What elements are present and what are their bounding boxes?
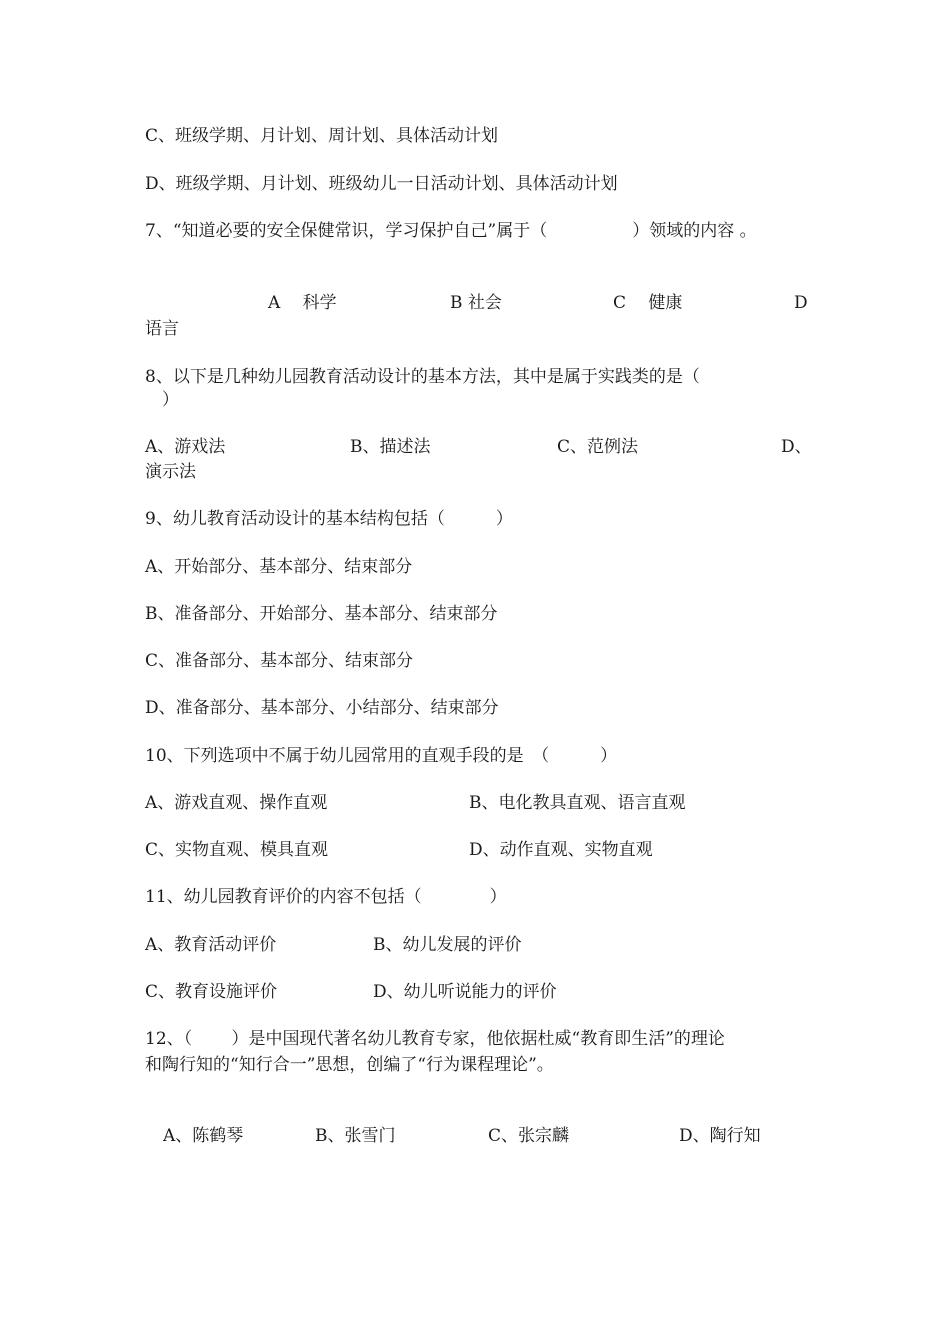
q7-option-c: C 健康 xyxy=(613,293,683,313)
q10-option-a: A、游戏直观、操作直观 xyxy=(145,793,328,813)
q7-option-d-text: 语言 xyxy=(145,319,179,339)
q9-option-c: C、准备部分、基本部分、结束部分 xyxy=(145,651,414,671)
q10-stem: 10、下列选项中不属于幼儿园常用的直观手段的是 （ ） xyxy=(145,746,618,766)
q11-stem: 11、幼儿园教育评价的内容不包括（ ） xyxy=(145,887,507,907)
q8-stem-line2: ） xyxy=(145,390,179,410)
q7-option-d-letter: D xyxy=(794,293,808,313)
q11-option-b: B、幼儿发展的评价 xyxy=(373,935,522,955)
q9-option-d: D、准备部分、基本部分、小结部分、结束部分 xyxy=(145,698,499,718)
q9-option-a: A、开始部分、基本部分、结束部分 xyxy=(145,557,413,577)
q10-option-c: C、实物直观、模具直观 xyxy=(145,840,329,860)
q7-option-b: B 社会 xyxy=(450,293,502,313)
q8-option-d-text: 演示法 xyxy=(145,462,196,482)
q12-option-b: B、张雪门 xyxy=(315,1126,396,1146)
q6-option-d: D、班级学期、月计划、班级幼儿一日活动计划、具体活动计划 xyxy=(145,174,618,194)
q8-option-a: A、游戏法 xyxy=(145,437,226,457)
q8-option-c: C、范例法 xyxy=(557,437,639,457)
q12-stem-line2: 和陶行知的“知行合一”思想，创编了“行为课程理论”。 xyxy=(145,1055,554,1075)
q7-option-a: A 科学 xyxy=(268,293,337,313)
q10-option-d: D、动作直观、实物直观 xyxy=(469,840,653,860)
q6-option-c: C、班级学期、月计划、周计划、具体活动计划 xyxy=(145,126,499,146)
q12-option-a: A、陈鹤琴 xyxy=(163,1126,244,1146)
q10-option-b: B、电化教具直观、语言直观 xyxy=(469,793,686,813)
q8-option-b: B、描述法 xyxy=(350,437,431,457)
q12-stem-line1: 12、（ ）是中国现代著名幼儿教育专家，他依据杜威“教育即生活”的理论 xyxy=(145,1029,725,1049)
q11-option-d: D、幼儿听说能力的评价 xyxy=(373,982,557,1002)
q12-option-d: D、陶行知 xyxy=(679,1126,761,1146)
q9-stem: 9、幼儿教育活动设计的基本结构包括（ ） xyxy=(145,509,513,529)
q7-stem: 7、“知道必要的安全保健常识，学习保护自己”属于（ ）领域的内容 。 xyxy=(145,221,757,241)
q9-option-b: B、准备部分、开始部分、基本部分、结束部分 xyxy=(145,604,498,624)
q8-stem-line1: 8、以下是几种幼儿园教育活动设计的基本方法，其中是属于实践类的是（ xyxy=(145,367,700,387)
q8-option-d-letter: D、 xyxy=(781,437,812,457)
q12-option-c: C、张宗麟 xyxy=(488,1126,570,1146)
q11-option-c: C、教育设施评价 xyxy=(145,982,278,1002)
q11-option-a: A、教育活动评价 xyxy=(145,935,277,955)
